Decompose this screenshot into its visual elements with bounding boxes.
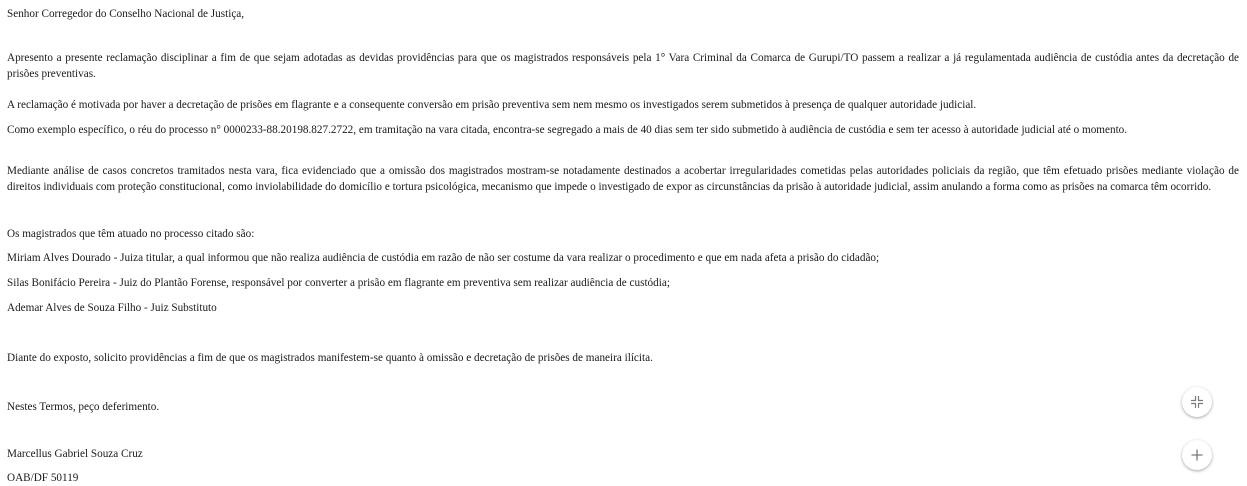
magistrate-item: Miriam Alves Dourado - Juiza titular, a qual informou que não realiza audiência de custódia em razão de não ser costume da vara realizar o procedimento e que em nada afeta a prisão do cidadão; — [7, 252, 880, 264]
paragraph-1: Apresento a presente reclamação disciplinar a fim de que sejam adotadas as devidas providências para que os magistrados responsáveis pela 1° Vara Criminal da Comarca de Gurupi/TO passem a realizar a já regulamentada audiência de custódia antes da decretação de prisões preventivas. — [7, 52, 1239, 80]
paragraph-2: A reclamação é motivada por haver a decretação de prisões em flagrante e a consequente conversão em prisão preventiva sem nem mesmo os investigados serem submetidos à presença de qualquer autoridade judicial. — [7, 99, 977, 111]
request-paragraph: Diante do exposto, solicito providências a fim de que os magistrados manifestem-se quanto à omissão e decretação de prisões de maneira ilícita. — [7, 352, 653, 364]
salutation: Senhor Corregedor do Conselho Nacional de Justiça, — [7, 8, 245, 20]
magistrate-item: Silas Bonifácio Pereira - Juiz do Plantão Forense, responsável por converter a prisão em flagrante em preventiva sem realizar audiência de custódia; — [7, 277, 670, 289]
signature-oab: OAB/DF 50119 — [7, 472, 79, 484]
closing: Nestes Termos, peço deferimento. — [7, 401, 160, 413]
collapse-button[interactable] — [1182, 387, 1212, 417]
paragraph-4: Mediante análise de casos concretos tramitados nesta vara, fica evidenciado que a omissão dos magistrados mostram-se notadamente destinados a acobertar irregularidades cometidas pelas autoridades policiais da região, que têm efetuado prisões mediante violação de direitos individuais com proteção constitucional, como inviolabilidade do domicílio e tortura psicológica, mecanismo que impede o investigado de expor as circunstâncias da prisão à autoridade judicial, assim anulando a forma como as prisões na comarca têm ocorrido. — [7, 165, 1239, 193]
collapse-arrows-icon — [1190, 395, 1204, 409]
add-button[interactable] — [1182, 440, 1212, 470]
signature-name: Marcellus Gabriel Souza Cruz — [7, 448, 143, 460]
paragraph-3: Como exemplo específico, o réu do processo n° 0000233-88.20198.827.2722, em tramitação na vara citada, encontra-se segregado a mais de 40 dias sem ter sido submetido à audiência de custódia e sem ter acesso à autoridade judicial até o momento. — [7, 124, 1128, 136]
magistrates-intro: Os magistrados que têm atuado no processo citado são: — [7, 228, 255, 240]
plus-icon — [1190, 448, 1204, 462]
magistrate-item: Ademar Alves de Souza Filho - Juiz Substituto — [7, 302, 217, 314]
